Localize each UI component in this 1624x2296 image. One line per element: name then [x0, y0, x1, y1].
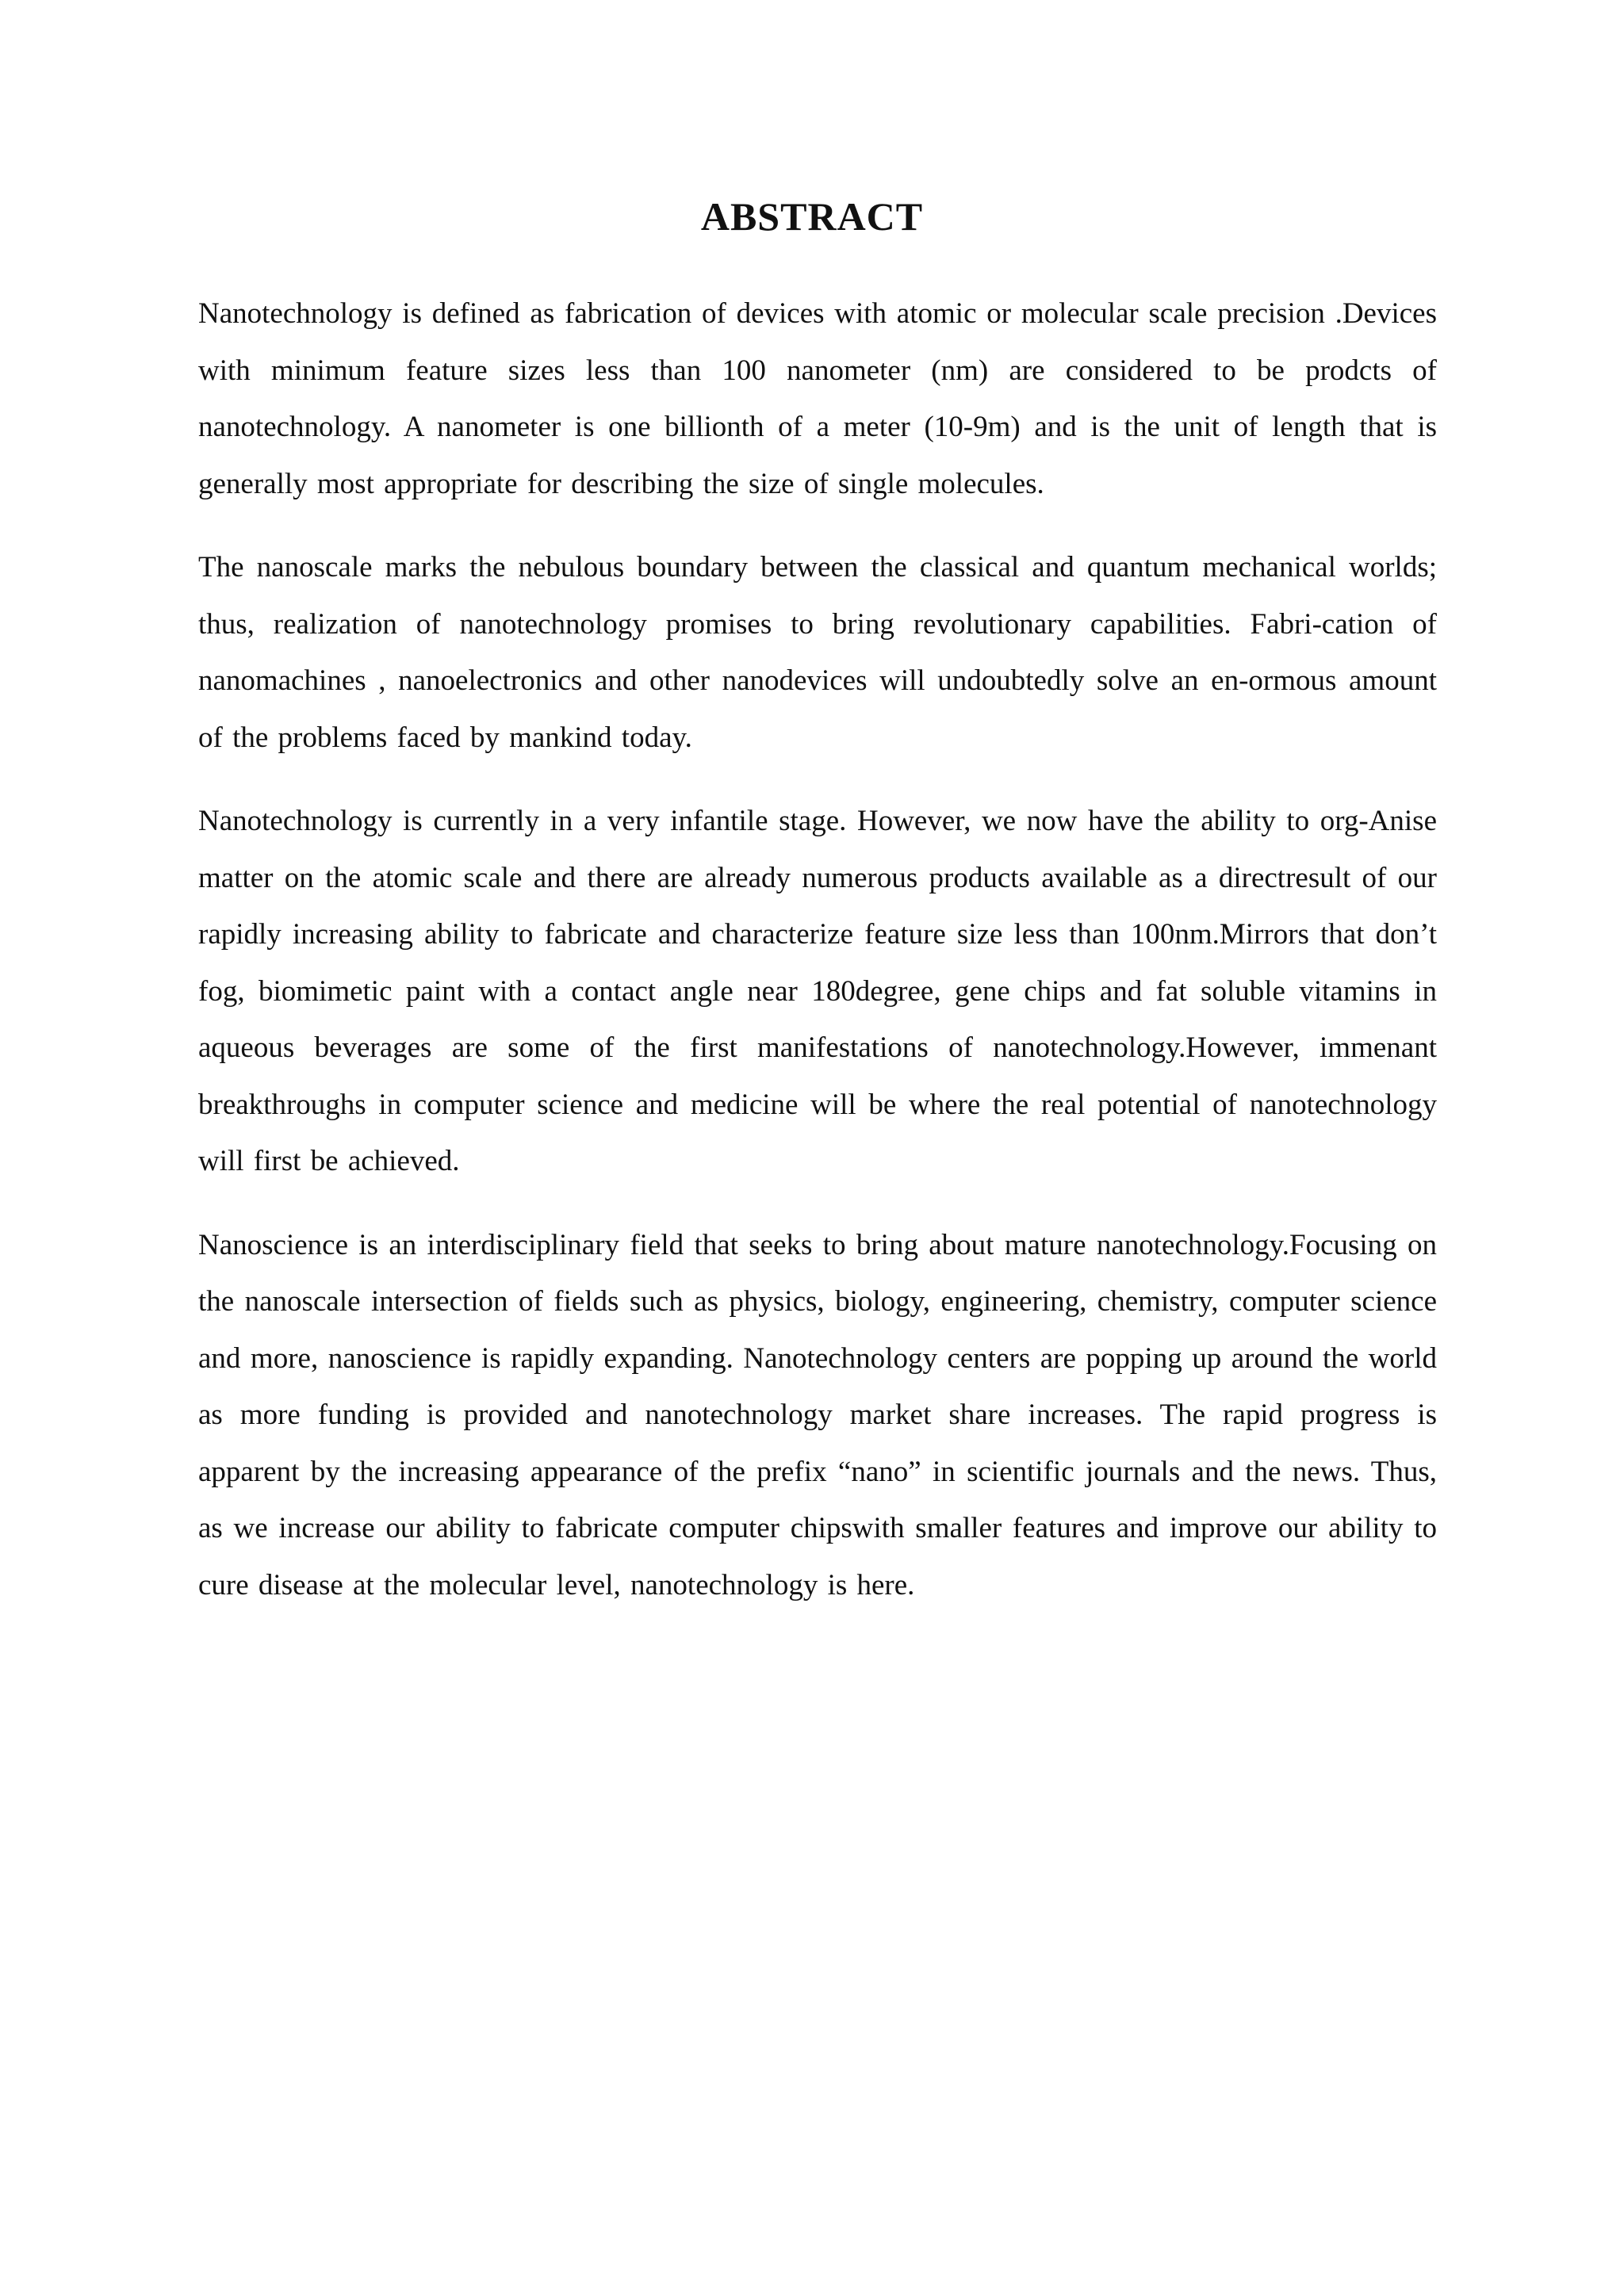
- abstract-paragraph-2: The nanoscale marks the nebulous boundary between the classical and quantum mechanical worlds; thus, realization of nanotechnology promises to bring revolutionary capabilities. Fabri-cation of nanomachines , nanoelectronics and other nanodevices will undoubtedly solve an en-ormous amount of the problems faced by mankind today.: [198, 551, 1437, 754]
- abstract-paragraph-4: Nanoscience is an interdisciplinary field that seeks to bring about mature nanotechnology.Focusing on the nanoscale intersection of fields such as physics, biology, engineering, chemistry, computer science and more, nanoscience is rapidly expanding. Nanotechnology centers are popping up around the world as more funding is provided and nanotechnology market share increases. The rapid progress is apparent by the increasing appearance of the prefix “nano” in scientific journals and the news. Thus, as we increase our ability to fabricate computer chipswith smaller features and improve our ability to cure disease at the molecular level, nanotechnology is here.: [198, 1228, 1437, 1601]
- page-title: ABSTRACT: [700, 194, 924, 239]
- abstract-paragraph-3: Nanotechnology is currently in a very infantile stage. However, we now have the ability to org-Anise matter on the atomic scale and there are already numerous products available as a directresult of our rapidly increasing ability to fabricate and characterize feature size less than 100nm.Mirrors that don’t fog, biomimetic paint with a contact angle near 180degree, gene chips and fat soluble vitamins in aqueous beverages are some of the first manifestations of nanotechnology.However, immenant breakthroughs in computer science and medicine will be where the real potential of nanotechnology will first be achieved.: [198, 805, 1437, 1177]
- abstract-paragraph-1: Nanotechnology is defined as fabrication of devices with atomic or molecular scale precision .Devices with minimum feature sizes less than 100 nanometer (nm) are considered to be prodcts of nanotechnology. A nanometer is one billionth of a meter (10-9m) and is the unit of length that is generally most appropriate for describing the size of single molecules.: [198, 297, 1437, 500]
- abstract-body: [198, 285, 1437, 1640]
